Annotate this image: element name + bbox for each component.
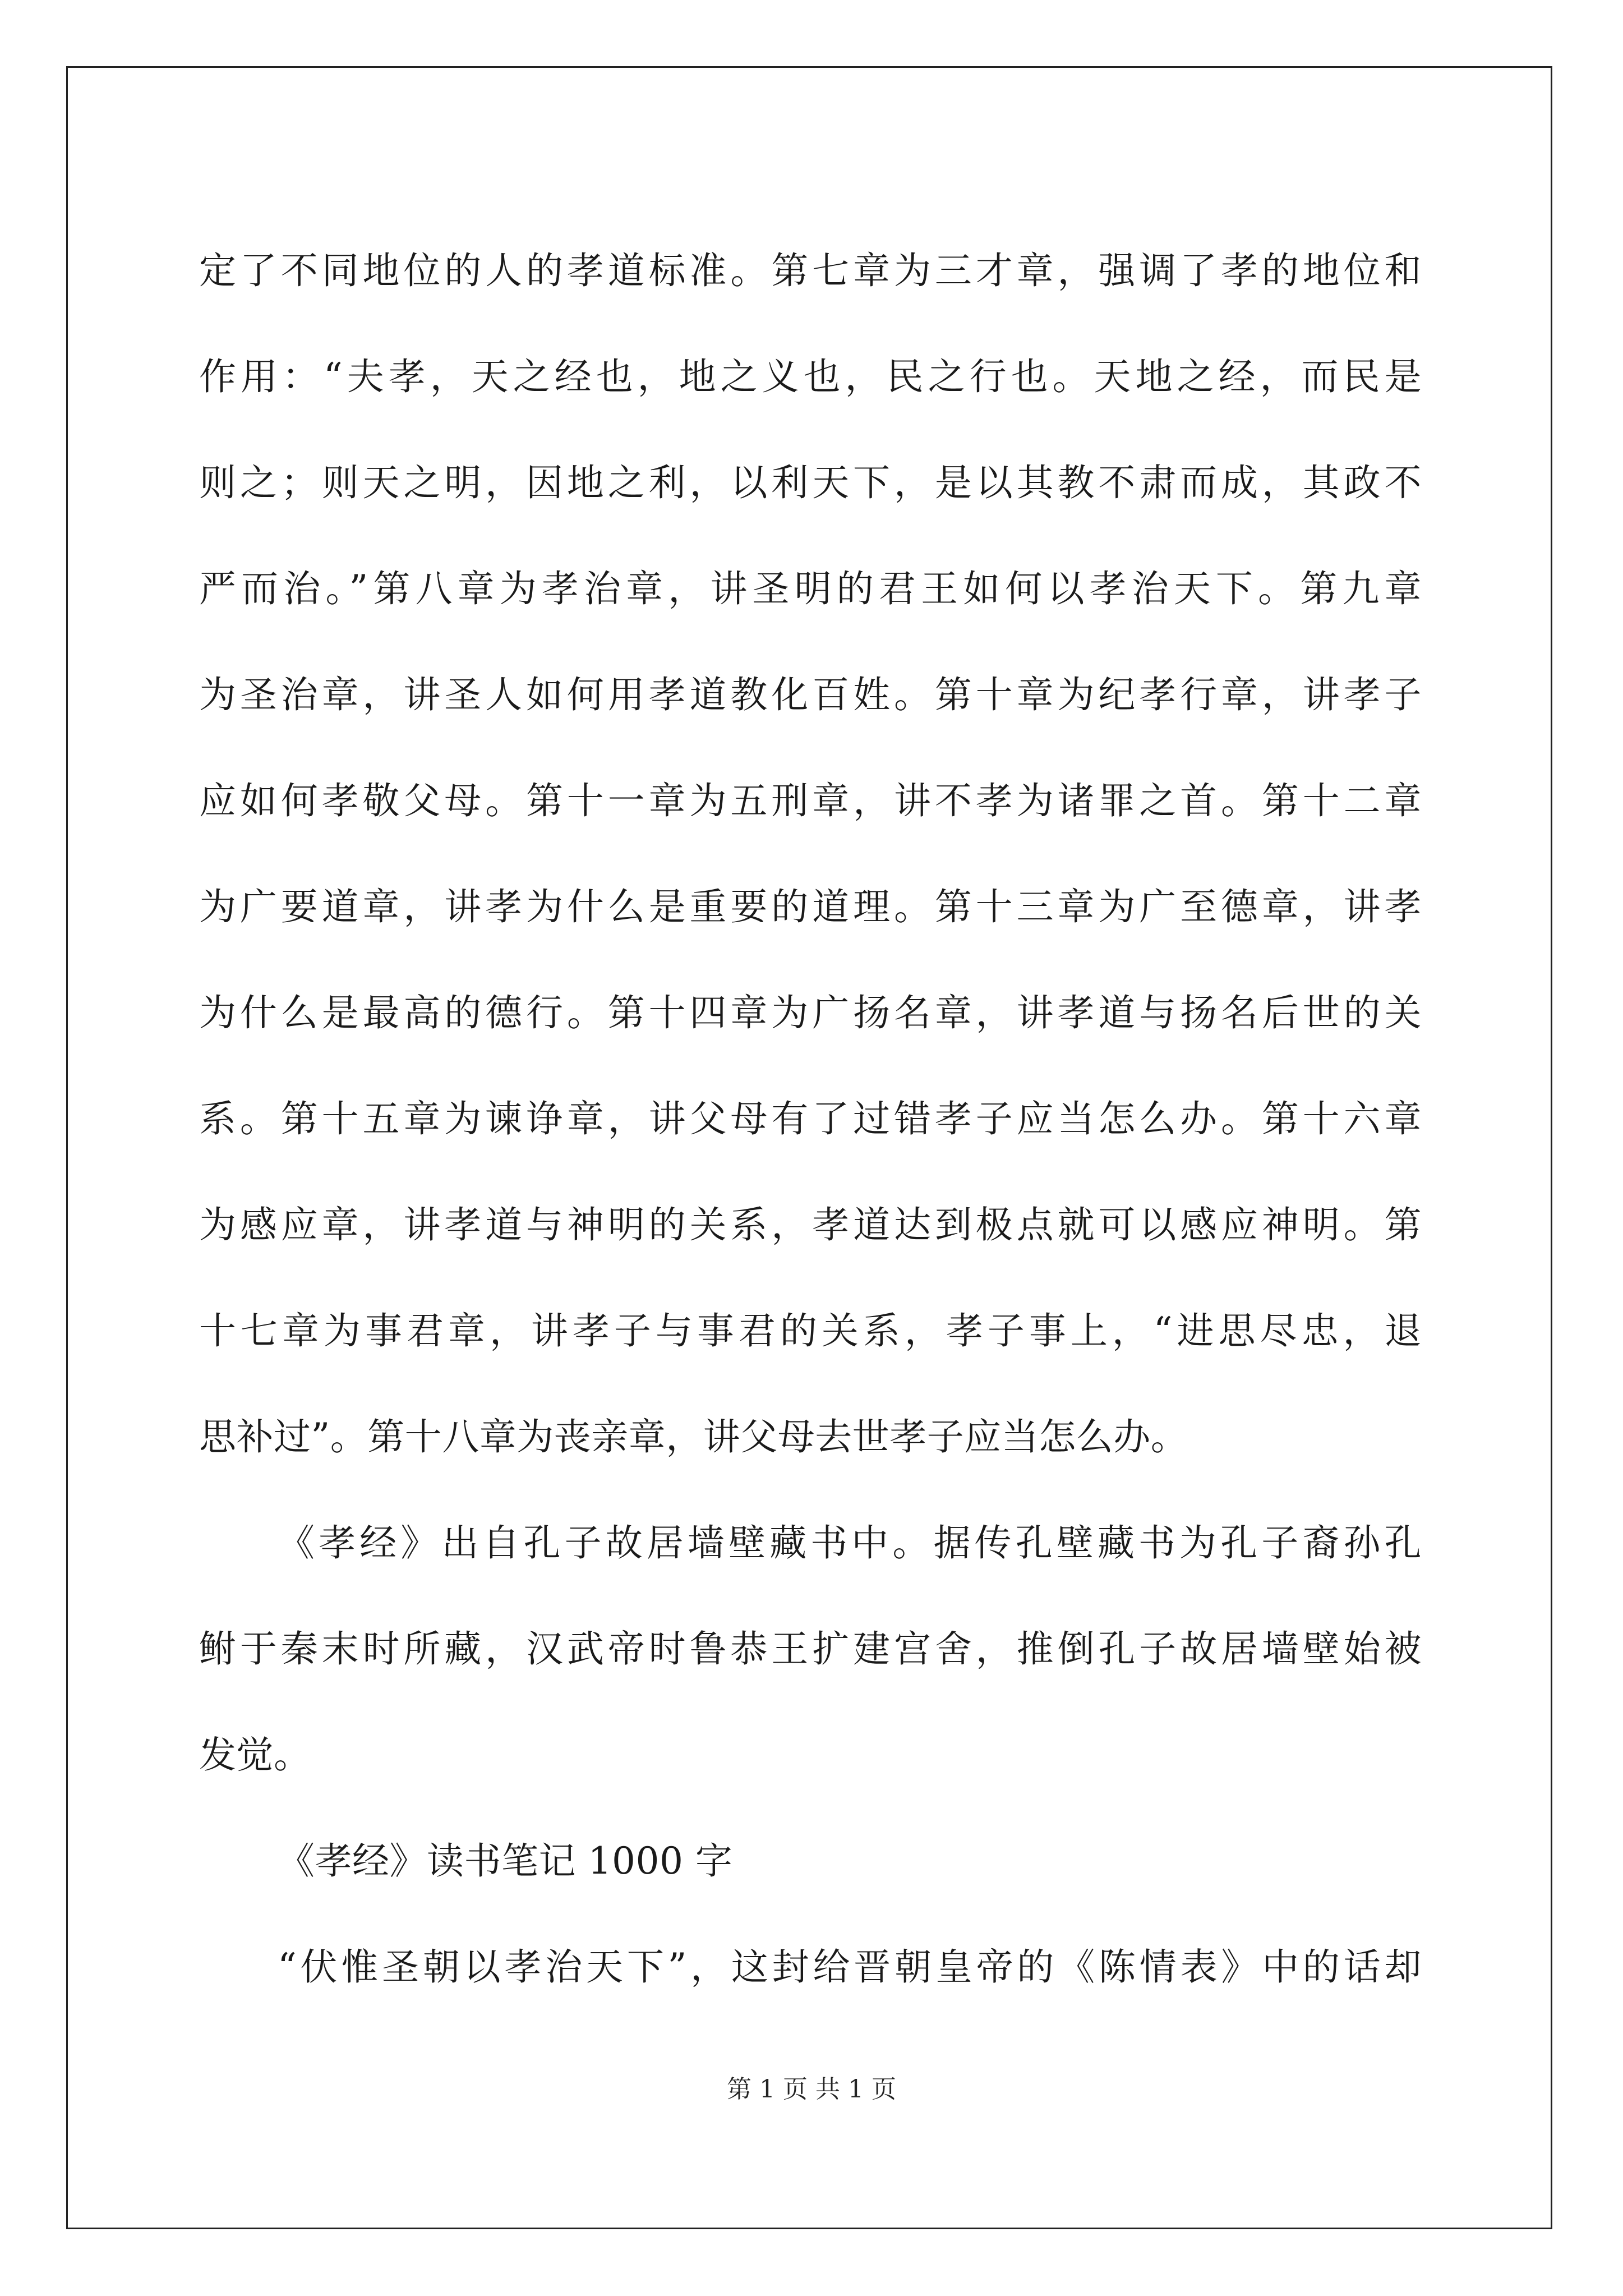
text-line: 则之；则天之明，因地之利，以利天下，是以其教不肃而成，其政不	[199, 461, 1422, 504]
text-line: 发觉。	[199, 1733, 311, 1777]
text-line: 定了不同地位的人的孝道标准。第七章为三才章，强调了孝的地位和	[199, 249, 1422, 292]
text-line: 系。第十五章为谏诤章，讲父母有了过错孝子应当怎么办。第十六章	[199, 1097, 1422, 1140]
text-line: 应如何孝敬父母。第十一章为五刑章，讲不孝为诸罪之首。第十二章	[199, 779, 1422, 822]
section-title: 《孝经》读书笔记 1000 字	[278, 1839, 733, 1883]
text-line: 鲋于秦末时所藏，汉武帝时鲁恭王扩建宫舍，推倒孔子故居墙壁始被	[199, 1627, 1422, 1671]
paragraph-1	[199, 218, 1422, 1490]
text-line: “伏惟圣朝以孝治天下”，这封给晋朝皇帝的《陈情表》中的话却	[278, 1945, 1422, 1989]
text-line: 为圣治章，讲圣人如何用孝道教化百姓。第十章为纪孝行章，讲孝子	[199, 673, 1422, 716]
text-line: 严而治。”第八章为孝治章，讲圣明的君王如何以孝治天下。第九章	[199, 567, 1422, 610]
text-line: 为什么是最高的德行。第十四章为广扬名章，讲孝道与扬名后世的关	[199, 991, 1422, 1034]
page-footer: 第 1 页 共 1 页	[727, 2075, 896, 2104]
text-line: 思补过”。第十八章为丧亲章，讲父母去世孝子应当怎么办。	[199, 1415, 1188, 1458]
text-line: 十七章为事君章，讲孝子与事君的关系，孝子事上，“进思尽忠，退	[199, 1309, 1422, 1352]
paragraph-4	[199, 1914, 1422, 2020]
paragraph-3	[199, 1808, 1422, 1914]
document-body	[199, 218, 1422, 2020]
text-line: 《孝经》出自孔子故居墙壁藏书中。据传孔壁藏书为孔子裔孙孔	[278, 1521, 1422, 1565]
text-line: 为广要道章，讲孝为什么是重要的道理。第十三章为广至德章，讲孝	[199, 885, 1422, 928]
text-line: 为感应章，讲孝道与神明的关系，孝道达到极点就可以感应神明。第	[199, 1203, 1422, 1246]
paragraph-2	[199, 1490, 1422, 1808]
text-line: 作用：“夫孝，天之经也，地之义也，民之行也。天地之经，而民是	[199, 355, 1422, 398]
